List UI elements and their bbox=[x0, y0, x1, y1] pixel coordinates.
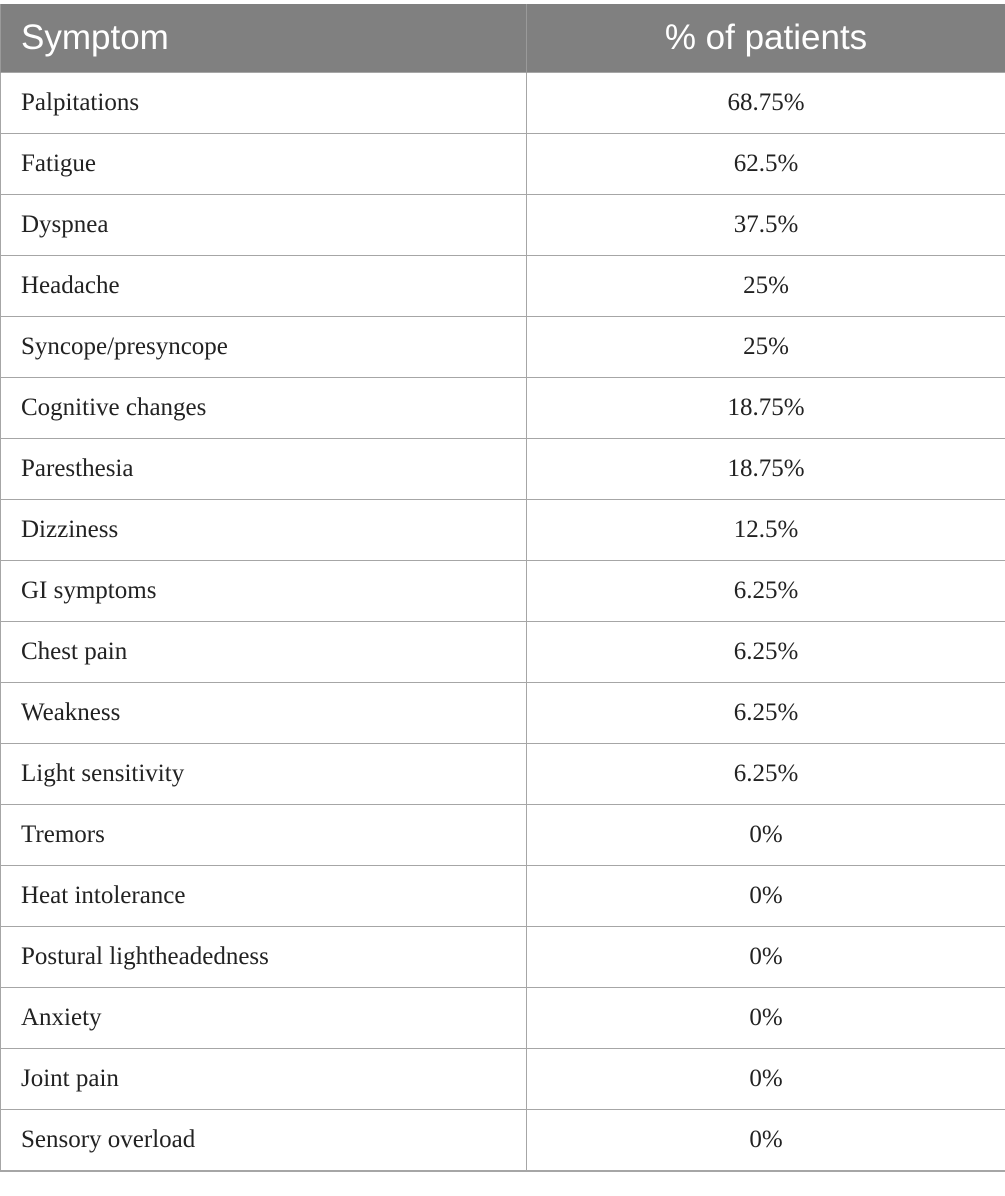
table-row bbox=[1, 744, 1005, 805]
header-symptom: Symptom bbox=[1, 4, 527, 73]
symptom-cell: Chest pain bbox=[1, 622, 527, 683]
symptom-cell: Fatigue bbox=[1, 134, 527, 195]
table-row bbox=[1, 134, 1005, 195]
table-row bbox=[1, 988, 1005, 1049]
table-row bbox=[1, 73, 1005, 134]
percent-cell: 68.75% bbox=[527, 73, 1005, 134]
symptom-cell: Syncope/presyncope bbox=[1, 317, 527, 378]
symptom-cell: Sensory overload bbox=[1, 1110, 527, 1172]
symptom-table-container bbox=[0, 4, 1005, 1172]
percent-cell: 12.5% bbox=[527, 500, 1005, 561]
percent-cell: 18.75% bbox=[527, 439, 1005, 500]
table-row bbox=[1, 927, 1005, 988]
percent-cell: 6.25% bbox=[527, 744, 1005, 805]
symptom-cell: Light sensitivity bbox=[1, 744, 527, 805]
percent-cell: 0% bbox=[527, 1049, 1005, 1110]
percent-cell: 18.75% bbox=[527, 378, 1005, 439]
percent-cell: 0% bbox=[527, 866, 1005, 927]
table-row bbox=[1, 683, 1005, 744]
percent-cell: 0% bbox=[527, 805, 1005, 866]
symptom-cell: Anxiety bbox=[1, 988, 527, 1049]
table-row bbox=[1, 317, 1005, 378]
symptom-table bbox=[0, 4, 1005, 1172]
table-body bbox=[1, 73, 1005, 1172]
table-row bbox=[1, 195, 1005, 256]
table-row bbox=[1, 439, 1005, 500]
percent-cell: 0% bbox=[527, 1110, 1005, 1172]
table-row bbox=[1, 866, 1005, 927]
percent-cell: 6.25% bbox=[527, 622, 1005, 683]
symptom-cell: GI symptoms bbox=[1, 561, 527, 622]
table-row bbox=[1, 805, 1005, 866]
table-row bbox=[1, 561, 1005, 622]
table-row bbox=[1, 256, 1005, 317]
header-percent-of-patients: % of patients bbox=[527, 4, 1005, 73]
table-row bbox=[1, 622, 1005, 683]
symptom-cell: Dyspnea bbox=[1, 195, 527, 256]
table-row bbox=[1, 500, 1005, 561]
symptom-cell: Joint pain bbox=[1, 1049, 527, 1110]
symptom-cell: Weakness bbox=[1, 683, 527, 744]
symptom-cell: Dizziness bbox=[1, 500, 527, 561]
symptom-cell: Headache bbox=[1, 256, 527, 317]
percent-cell: 6.25% bbox=[527, 683, 1005, 744]
table-header bbox=[1, 4, 1005, 73]
table-row bbox=[1, 1110, 1005, 1172]
symptom-cell: Tremors bbox=[1, 805, 527, 866]
percent-cell: 0% bbox=[527, 988, 1005, 1049]
percent-cell: 25% bbox=[527, 317, 1005, 378]
symptom-cell: Heat intolerance bbox=[1, 866, 527, 927]
percent-cell: 62.5% bbox=[527, 134, 1005, 195]
symptom-cell: Cognitive changes bbox=[1, 378, 527, 439]
table-row bbox=[1, 1049, 1005, 1110]
percent-cell: 0% bbox=[527, 927, 1005, 988]
symptom-cell: Postural lightheadedness bbox=[1, 927, 527, 988]
symptom-cell: Palpitations bbox=[1, 73, 527, 134]
symptom-cell: Paresthesia bbox=[1, 439, 527, 500]
table-row bbox=[1, 378, 1005, 439]
percent-cell: 37.5% bbox=[527, 195, 1005, 256]
percent-cell: 6.25% bbox=[527, 561, 1005, 622]
percent-cell: 25% bbox=[527, 256, 1005, 317]
header-row bbox=[1, 4, 1005, 73]
